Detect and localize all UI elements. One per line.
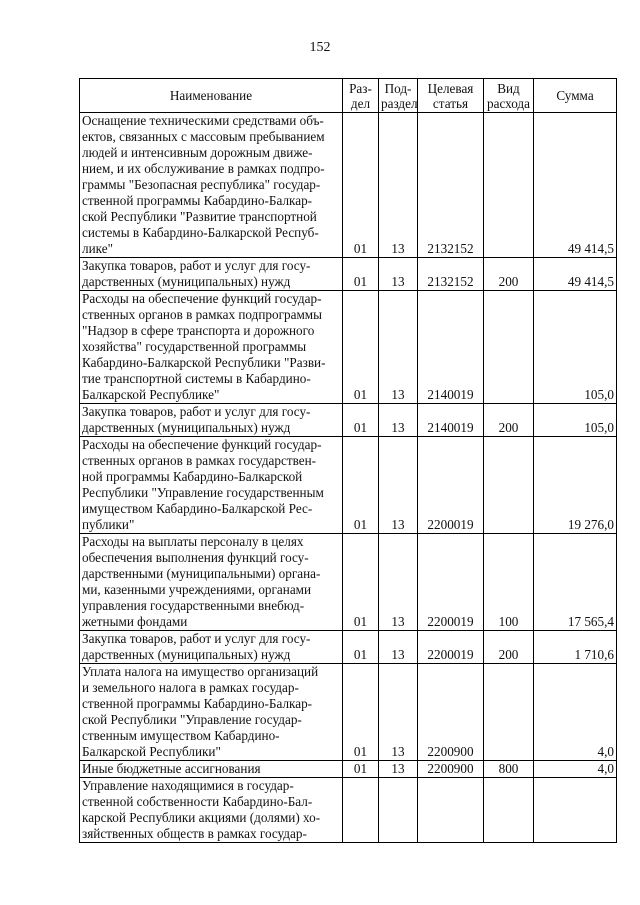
- row-name-line: Закупка товаров, работ и услуг для госу-: [82, 631, 311, 646]
- header-razdel-line2: дел: [350, 95, 371, 111]
- table-row: [80, 258, 617, 291]
- row-name-line: ственной программы Кабардино-Балкар-: [82, 193, 313, 208]
- row-name-line: Кабардино-Балкарской Республики "Разви-: [82, 355, 326, 370]
- row-name-line: ственной собственности Кабардино-Бал-: [82, 794, 313, 809]
- row-vid: [484, 664, 534, 761]
- row-name-line: Расходы на обеспечение функций государ-: [82, 437, 322, 452]
- row-name-line: Управление находящимися в государ-: [82, 778, 294, 793]
- row-name-line: дарственными (муниципальными) органа-: [82, 566, 321, 581]
- row-sum: 17 565,4: [534, 534, 617, 631]
- table-row: [80, 631, 617, 664]
- row-name-line: ственных органов в рамках подпрограммы: [82, 307, 323, 322]
- header-podrazdel: [379, 79, 418, 113]
- row-vid: [484, 291, 534, 404]
- row-sum: 105,0: [534, 404, 617, 437]
- row-target: 2200900: [418, 664, 484, 761]
- row-name-line: дарственных (муниципальных) нужд: [82, 274, 291, 289]
- row-target: 2140019: [418, 404, 484, 437]
- row-vid: [484, 437, 534, 534]
- row-name-line: ственных органов в рамках государствен-: [82, 453, 317, 468]
- row-sum: 49 414,5: [534, 258, 617, 291]
- row-name-line: имуществом Кабардино-Балкарской Рес-: [82, 501, 313, 516]
- row-podrazdel: 13: [379, 437, 418, 534]
- header-target-line1: Целевая: [427, 80, 474, 96]
- row-razdel: 01: [343, 437, 379, 534]
- table-row: [80, 664, 617, 761]
- row-name-line: Балкарской Республике": [82, 387, 220, 402]
- table-row: [80, 291, 617, 404]
- row-name-line: Закупка товаров, работ и услуг для госу-: [82, 404, 311, 419]
- row-name-line: ектов, связанных с массовым пребыванием: [82, 129, 325, 144]
- row-vid: 100: [484, 534, 534, 631]
- header-vid-line1: Вид: [497, 80, 520, 96]
- budget-table: [79, 78, 617, 843]
- table-row: [80, 778, 617, 843]
- row-razdel: 01: [343, 291, 379, 404]
- table-header-row: [80, 79, 617, 113]
- header-vid: [484, 79, 534, 113]
- row-name-line: системы в Кабардино-Балкарской Респуб-: [82, 225, 319, 240]
- row-target: 2200900: [418, 761, 484, 778]
- row-target: 2132152: [418, 258, 484, 291]
- row-name-line: людей и интенсивным дорожным движе-: [82, 145, 313, 160]
- row-name-line: Расходы на обеспечение функций государ-: [82, 291, 322, 306]
- row-name-line: дарственных (муниципальных) нужд: [82, 420, 291, 435]
- table-body: [80, 113, 617, 843]
- table-row: [80, 761, 617, 778]
- header-name: Наименование: [80, 79, 343, 113]
- row-name-line: граммы "Безопасная республика" государ-: [82, 177, 321, 192]
- row-name: [80, 631, 343, 664]
- row-name-line: лике": [82, 241, 113, 256]
- row-podrazdel: 13: [379, 404, 418, 437]
- row-name: [80, 258, 343, 291]
- row-name-line: "Надзор в сфере транспорта и дорожного: [82, 323, 315, 338]
- row-razdel: 01: [343, 113, 379, 258]
- row-name-line: карской Республики акциями (долями) хо-: [82, 810, 321, 825]
- row-name-line: ской Республики "Развитие транспортной: [82, 209, 317, 224]
- row-name-line: хозяйства" государственной программы: [82, 339, 307, 354]
- row-sum: [534, 778, 617, 843]
- header-podrazdel-line2: раздел: [381, 95, 418, 111]
- row-razdel: 01: [343, 761, 379, 778]
- row-name: [80, 291, 343, 404]
- row-razdel: 01: [343, 534, 379, 631]
- row-name-line: публики": [82, 517, 135, 532]
- row-podrazdel: [379, 778, 418, 843]
- header-razdel: [343, 79, 379, 113]
- row-podrazdel: 13: [379, 291, 418, 404]
- row-name-line: Балкарской Республики": [82, 744, 221, 759]
- row-sum: 19 276,0: [534, 437, 617, 534]
- row-podrazdel: 13: [379, 534, 418, 631]
- row-name-line: ми, казенными учреждениями, органами: [82, 582, 312, 597]
- page-number: 152: [309, 40, 331, 55]
- row-name-line: ственным имуществом Кабардино-: [82, 728, 280, 743]
- row-name-line: дарственных (муниципальных) нужд: [82, 647, 291, 662]
- row-target: 2200019: [418, 534, 484, 631]
- row-name: [80, 761, 343, 778]
- row-razdel: 01: [343, 258, 379, 291]
- header-sum: Сумма: [534, 79, 617, 113]
- row-sum: 4,0: [534, 761, 617, 778]
- row-razdel: 01: [343, 404, 379, 437]
- row-name-line: и земельного налога в рамках государ-: [82, 680, 299, 695]
- row-name-line: Иные бюджетные ассигнования: [82, 761, 261, 776]
- row-target: 2200019: [418, 437, 484, 534]
- row-name: [80, 778, 343, 843]
- header-vid-line2: расхода: [487, 95, 530, 111]
- row-target: [418, 778, 484, 843]
- header-podrazdel-line1: Под-: [384, 80, 412, 96]
- row-name-line: ственной программы Кабардино-Балкар-: [82, 696, 313, 711]
- table-row: [80, 437, 617, 534]
- row-sum: 4,0: [534, 664, 617, 761]
- row-vid: 800: [484, 761, 534, 778]
- header-target-line2: статья: [432, 95, 469, 111]
- row-name: [80, 534, 343, 631]
- row-target: 2140019: [418, 291, 484, 404]
- row-vid: 200: [484, 631, 534, 664]
- row-podrazdel: 13: [379, 631, 418, 664]
- row-podrazdel: 13: [379, 113, 418, 258]
- row-name-line: обеспечения выполнения функций госу-: [82, 550, 309, 565]
- table-row: [80, 113, 617, 258]
- row-name-line: жетными фондами: [82, 614, 188, 629]
- row-podrazdel: 13: [379, 664, 418, 761]
- row-sum: 105,0: [534, 291, 617, 404]
- row-vid: [484, 778, 534, 843]
- row-razdel: 01: [343, 664, 379, 761]
- header-razdel-line1: Раз-: [349, 80, 372, 96]
- row-name-line: нием, и их обслуживание в рамках подпро-: [82, 161, 325, 176]
- row-name: [80, 437, 343, 534]
- row-podrazdel: 13: [379, 258, 418, 291]
- row-target: 2200019: [418, 631, 484, 664]
- row-name: [80, 664, 343, 761]
- row-sum: 1 710,6: [534, 631, 617, 664]
- row-name-line: ской Республики "Управление государ-: [82, 712, 302, 727]
- row-name-line: тие транспортной системы в Кабардино-: [82, 371, 311, 386]
- row-name-line: зяйственных обществ в рамках государ-: [82, 826, 307, 841]
- header-target: [418, 79, 484, 113]
- row-name: [80, 113, 343, 258]
- row-razdel: [343, 778, 379, 843]
- row-name-line: ной программы Кабардино-Балкарской: [82, 469, 303, 484]
- row-sum: 49 414,5: [534, 113, 617, 258]
- row-name-line: Закупка товаров, работ и услуг для госу-: [82, 258, 311, 273]
- table-row: [80, 404, 617, 437]
- row-target: 2132152: [418, 113, 484, 258]
- row-vid: [484, 113, 534, 258]
- row-razdel: 01: [343, 631, 379, 664]
- row-name-line: Оснащение техническими средствами объ-: [82, 113, 324, 128]
- table-row: [80, 534, 617, 631]
- row-vid: 200: [484, 404, 534, 437]
- row-name: [80, 404, 343, 437]
- row-name-line: Республики "Управление государственным: [82, 485, 324, 500]
- row-vid: 200: [484, 258, 534, 291]
- row-name-line: управления государственными внебюд-: [82, 598, 305, 613]
- row-name-line: Расходы на выплаты персоналу в целях: [82, 534, 304, 549]
- row-podrazdel: 13: [379, 761, 418, 778]
- row-name-line: Уплата налога на имущество организаций: [82, 664, 319, 679]
